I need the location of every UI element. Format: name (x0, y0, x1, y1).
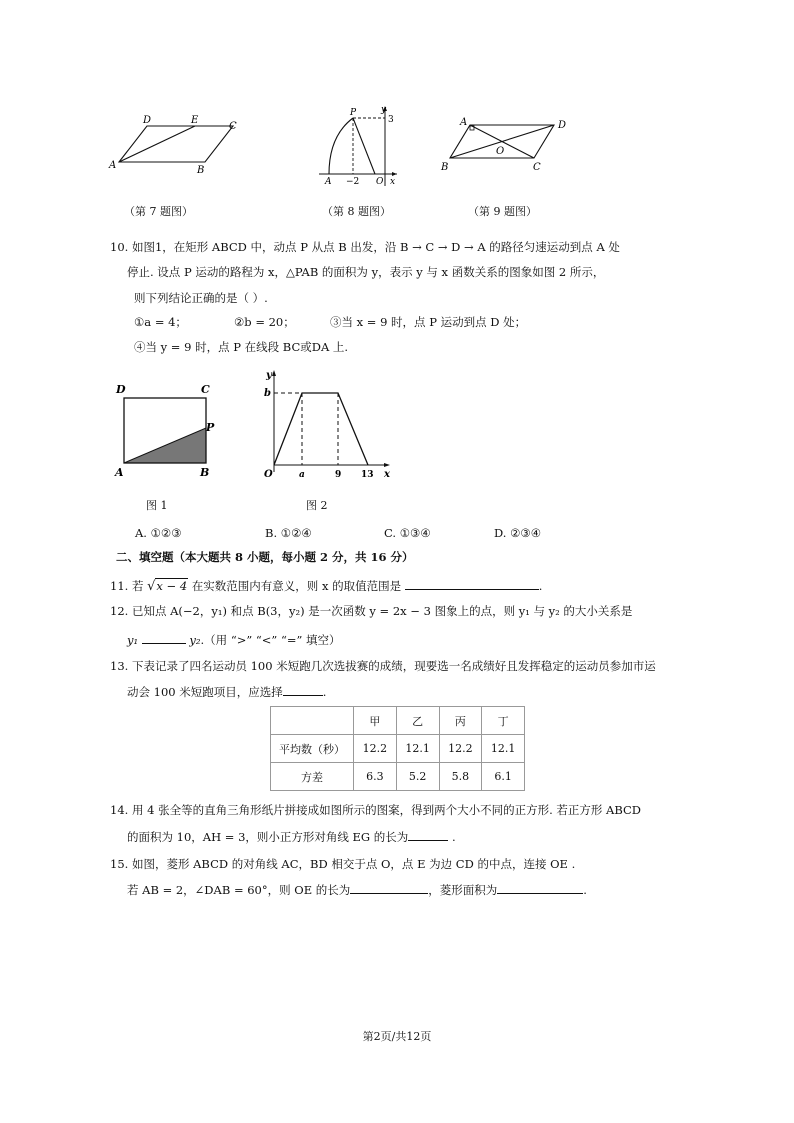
q15-line-1: 15. 如图，菱形 ABCD 的对角线 AC，BD 相交于点 O，点 E 为边 CD 的中点，连接 OE . (110, 857, 576, 871)
section-2-heading: 二、填空题（本大题共 8 小题，每小题 2 分，共 16 分） (116, 550, 414, 564)
q10-option-1: ①a = 4； (134, 315, 187, 329)
table-cell: 12.2 (439, 735, 482, 763)
fig2-label-o: O (264, 469, 273, 480)
fig7-label-b: B (197, 165, 205, 176)
q11-end: . (538, 579, 543, 593)
fig8-label-a: A (325, 177, 332, 187)
table-cell: 6.1 (482, 763, 525, 791)
q10-choice-b[interactable]: B. ①②④ (265, 526, 312, 540)
q12-answer-blank[interactable] (142, 631, 186, 644)
q15-end: . (583, 883, 587, 897)
q15-area-answer-blank[interactable] (497, 881, 583, 894)
q10-option-3: ③当 x = 9 时，点 P 运动到点 D 处； (330, 315, 527, 329)
q13-score-table (270, 706, 525, 791)
fig1-label-a: A (115, 466, 124, 479)
fig8-label-y: y (381, 105, 387, 115)
q10-line-1: 10. 如图1，在矩形 ABCD 中，动点 P 从点 B 出发，沿 B → C → D → A 的路径匀速运动到点 A 处 (110, 240, 620, 254)
q15-line2b: ，菱形面积为 (428, 883, 498, 897)
q11-prefix: 11. 若 (110, 579, 144, 593)
fig7-label-a: A (109, 160, 117, 171)
q14-end: . (451, 830, 456, 844)
q15-line2a: 若 AB = 2，∠DAB = 60°，则 OE 的长为 (127, 883, 351, 897)
figure-8-caption: （第 8 题图） (322, 205, 391, 218)
figure-7-parallelogram (105, 110, 255, 180)
table-header-cell (271, 707, 354, 735)
q10-choice-c[interactable]: C. ①③④ (384, 526, 431, 540)
page-footer: 第2页/共12页 (362, 1030, 432, 1043)
q13-line-2 (127, 683, 326, 700)
fig7-label-e: E (191, 115, 199, 126)
fig9-label-o: O (496, 146, 505, 157)
fig7-label-d: D (143, 115, 152, 126)
q13-answer-blank[interactable] (283, 683, 323, 696)
fig1-label-c: C (201, 383, 210, 396)
q13-line-1: 13. 下表记录了四名运动员 100 米短跑几次选拔赛的成绩，现要选一名成绩好且发挥稳定的运动员参加市运 (110, 659, 656, 673)
q10-line-3: 则下列结论正确的是（ ）. (134, 291, 268, 305)
q10-figure-1-rectangle (112, 380, 224, 480)
q11-suffix: 在实数范围内有意义，则 x 的取值范围是 (191, 579, 402, 593)
q14-line-1: 14. 用 4 张全等的直角三角形纸片拼接成如图所示的图案，得到两个大小不同的正方形. 若正方形 ABCD (110, 803, 642, 817)
figure-8-graph (313, 104, 405, 188)
q15-oe-answer-blank[interactable] (350, 881, 428, 894)
fig2-label-13: 13 (361, 470, 374, 480)
q14-line2-text: 的面积为 10，AH = 3，则小正方形对角线 EG 的长为 (127, 830, 409, 844)
fig1-label-d: D (116, 383, 126, 396)
q10-figure-2-graph (256, 366, 396, 481)
q13-end: . (322, 685, 327, 699)
table-cell: 5.2 (396, 763, 439, 791)
fig8-label-p: P (350, 108, 357, 118)
q10-figure-1-caption: 图 1 (146, 499, 168, 512)
q15-line-2 (127, 881, 587, 898)
fig1-label-p: P (206, 421, 215, 434)
q10-option-2: ②b = 20； (234, 315, 295, 329)
figure-9-parallelogram (438, 112, 572, 176)
fig2-label-a: a (299, 470, 305, 480)
fig2-label-9: 9 (335, 470, 342, 480)
fig8-label-3: 3 (388, 115, 394, 125)
table-cell: 6.3 (354, 763, 397, 791)
q12-y1: y₁ (127, 633, 139, 647)
figure-9-caption: （第 9 题图） (468, 205, 537, 218)
fig9-label-b: B (441, 162, 449, 173)
fig8-label-o: O (376, 177, 384, 187)
q12-line-1: 12. 已知点 A(−2，y₁) 和点 B(3，y₂) 是一次函数 y = 2x − 3 图象上的点，则 y₁ 与 y₂ 的大小关系是 (110, 604, 633, 618)
table-header-cell: 乙 (396, 707, 439, 735)
q12-line2-suffix: .（用 “>” “<” “=” 填空） (200, 633, 341, 647)
q13-line2-text: 动会 100 米短跑项目，应选择 (127, 685, 283, 699)
table-header-cell: 丁 (482, 707, 525, 735)
table-header-cell: 甲 (354, 707, 397, 735)
fig7-label-c: C (229, 121, 237, 132)
table-cell: 12.1 (482, 735, 525, 763)
table-cell: 5.8 (439, 763, 482, 791)
fig1-label-b: B (200, 466, 210, 479)
fig8-label-x: x (390, 177, 396, 187)
q11-answer-blank[interactable] (405, 577, 539, 590)
q11-radical: x − 4 (156, 579, 188, 593)
figure-7-caption: （第 7 题图） (124, 205, 193, 218)
table-header-row (271, 707, 525, 735)
table-row (271, 735, 525, 763)
q11-sqrt-symbol: √ (147, 579, 156, 594)
q10-figure-2-caption: 图 2 (306, 499, 328, 512)
table-cell: 方差 (271, 763, 354, 791)
fig2-label-b: b (264, 388, 271, 399)
q14-answer-blank[interactable] (408, 828, 448, 841)
fig8-label-neg2: −2 (346, 177, 360, 187)
q10-choice-d[interactable]: D. ②③④ (494, 526, 542, 540)
q11-line (110, 577, 542, 595)
q14-line-2 (127, 828, 456, 845)
table-cell: 12.2 (354, 735, 397, 763)
q12-line-2 (127, 631, 341, 648)
table-cell: 12.1 (396, 735, 439, 763)
q10-choice-a[interactable]: A. ①②③ (135, 526, 182, 540)
fig9-label-d: D (558, 120, 567, 131)
q10-line-2: 停止. 设点 P 运动的路程为 x，△PAB 的面积为 y，表示 y 与 x 函数关系的图象如图 2 所示， (127, 265, 605, 279)
fig2-label-y: y (266, 370, 272, 381)
table-cell: 平均数（秒） (271, 735, 354, 763)
fig9-label-c: C (533, 162, 541, 173)
q10-option-4: ④当 y = 9 时，点 P 在线段 BC或DA 上. (134, 340, 349, 354)
table-header-cell: 丙 (439, 707, 482, 735)
fig2-label-x: x (384, 469, 390, 480)
table-row (271, 763, 525, 791)
fig9-label-a: A (460, 117, 468, 128)
q12-y2: y₂ (189, 633, 201, 647)
